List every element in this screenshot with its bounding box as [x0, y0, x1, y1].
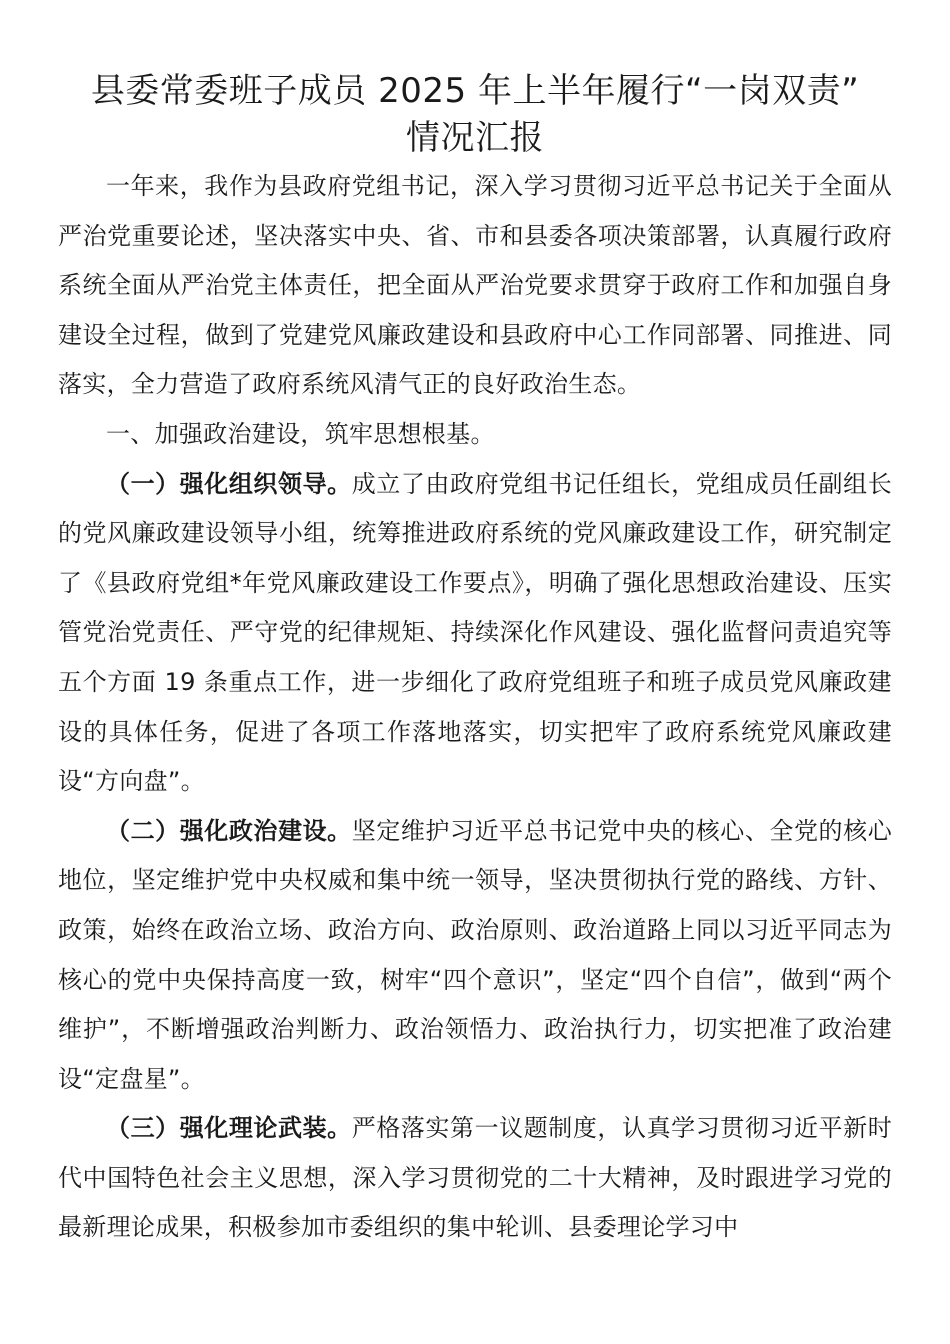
paragraph-item-3 [58, 1104, 892, 1253]
item-lead-1: （一）强化组织领导。 [106, 469, 352, 498]
title-line-1: 县委常委班子成员 2025 年上半年履行“一岗双责” [90, 71, 860, 111]
document-page [58, 68, 892, 1253]
item-lead-2: （二）强化政治建设。 [106, 816, 352, 845]
title-line-2: 情况汇报 [406, 118, 544, 158]
document-title [58, 68, 892, 162]
item-text-2: 坚定维护习近平总书记党中央的核心、全党的核心地位，坚定维护党中央权威和集中统一领导，坚决贯彻执行党的路线、方针、政策，始终在政治立场、政治方向、政治原则、政治道路上同以习近平同志为核心的党中央保持高度一致，树牢“四个意识”，坚定“四个自信”，做到“两个维护”，不断增强政治判断力、政治领悟力、政治执行力，切实把准了政治建设“定盘星”。 [58, 816, 893, 1093]
intro-paragraph: 一年来，我作为县政府党组书记，深入学习贯彻习近平总书记关于全面从严治党重要论述，坚决落实中央、省、市和县委各项决策部署，认真履行政府系统全面从严治党主体责任，把全面从严治党要求贯穿于政府工作和加强自身建设全过程，做到了党建党风廉政建设和县政府中心工作同部署、同推进、同落实，全力营造了政府系统风清气正的良好政治生态。 [58, 172, 892, 399]
paragraph-item-1 [58, 460, 892, 807]
document-body [58, 162, 892, 1253]
item-lead-3: （三）强化理论武装。 [106, 1114, 352, 1143]
section-heading-1: 一、加强政治建设，筑牢思想根基。 [106, 419, 495, 448]
item-text-1: 成立了由政府党组书记任组长，党组成员任副组长的党风廉政建设领导小组，统筹推进政府系统的党风廉政建设工作，研究制定了《县政府党组*年党风廉政建设工作要点》，明确了强化思想政治建设、压实管党治党责任、严守党的纪律规矩、持续深化作风建设、强化监督问责追究等五个方面 19 条重点工作，进一步细化了政府党组班子和班子成员党风廉政建设的具体任务，促进了各项工作落地落实，切实把牢了政府系统党风廉政建设“方向盘”。 [58, 469, 893, 796]
paragraph-item-2 [58, 807, 892, 1105]
item-text-3: 严格落实第一议题制度，认真学习贯彻习近平新时代中国特色社会主义思想，深入学习贯彻党的二十大精神，及时跟进学习党的最新理论成果，积极参加市委组织的集中轮训、县委理论学习中 [58, 1114, 893, 1242]
